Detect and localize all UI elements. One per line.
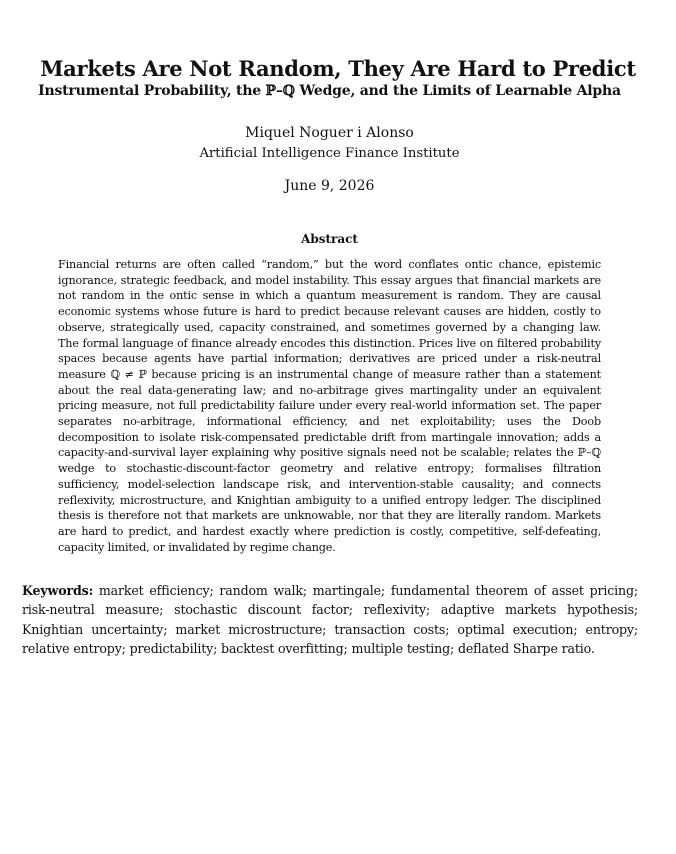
keywords-list: market efficiency; random walk; martingale; fundamental theorem of asset pricing; risk-neutral measure; stochastic discount factor; reflexivity; adaptive markets hypothesis; Knightian uncertainty; market microstructure; transaction costs; optimal execution; entropy; relative entropy; predictability; backtest overfitting; multiple testing; deflated Sharpe ratio. (22, 583, 638, 657)
publication-date: June 9, 2026 (284, 178, 375, 194)
keywords-label: Keywords: (22, 583, 94, 598)
author-name: Miquel Noguer i Alonso (245, 125, 414, 141)
abstract-text: Financial returns are often called “random,” but the word conflates ontic chance, epistemic ignorance, strategic feedback, and model instability. This essay argues that financial markets are not random in the ontic sense in which a quantum measurement is random. They are causal economic systems whose future is hard to predict because relevant causes are hidden, costly to observe, strategically used, capacity constrained, and sometimes governed by a changing law. The formal language of finance already encodes this distinction. Prices live on filtered probability spaces because agents have partial information; derivatives are priced under a risk-neutral measure ℚ ≠ ℙ because pricing is an instrumental change of measure rather than a statement about the real data-generating law; and no-arbitrage gives martingality under an equivalent pricing measure, not full predictability failure under every real-world information set. The paper separates no-arbitrage, informational efficiency, and net exploitability; uses the Doob decomposition to isolate risk-compensated predictable drift from martingale innovation; adds a capacity-and-survival layer explaining why positive signals need not be scalable; relates the ℙ–ℚ wedge to stochastic-discount-factor geometry and relative entropy; formalises filtration sufficiency, model-selection landscape risk, and intervention-stable causality; and connects reflexivity, microstructure, and Knightian ambiguity to a unified entropy ledger. The disciplined thesis is therefore not that markets are unknowable, nor that they are literally random. Markets are hard to predict, and hardest exactly where prediction is costly, competitive, self-defeating, capacity limited, or invalidated by regime change. (58, 258, 601, 554)
paper-title: Markets Are Not Random, They Are Hard to Predict (40, 56, 636, 81)
keywords-section (22, 581, 638, 659)
author-affiliation: Artificial Intelligence Finance Institute (199, 146, 460, 161)
abstract-heading: Abstract (301, 232, 358, 246)
paper-subtitle: Instrumental Probability, the ℙ–ℚ Wedge, and the Limits of Learnable Alpha (38, 83, 621, 99)
